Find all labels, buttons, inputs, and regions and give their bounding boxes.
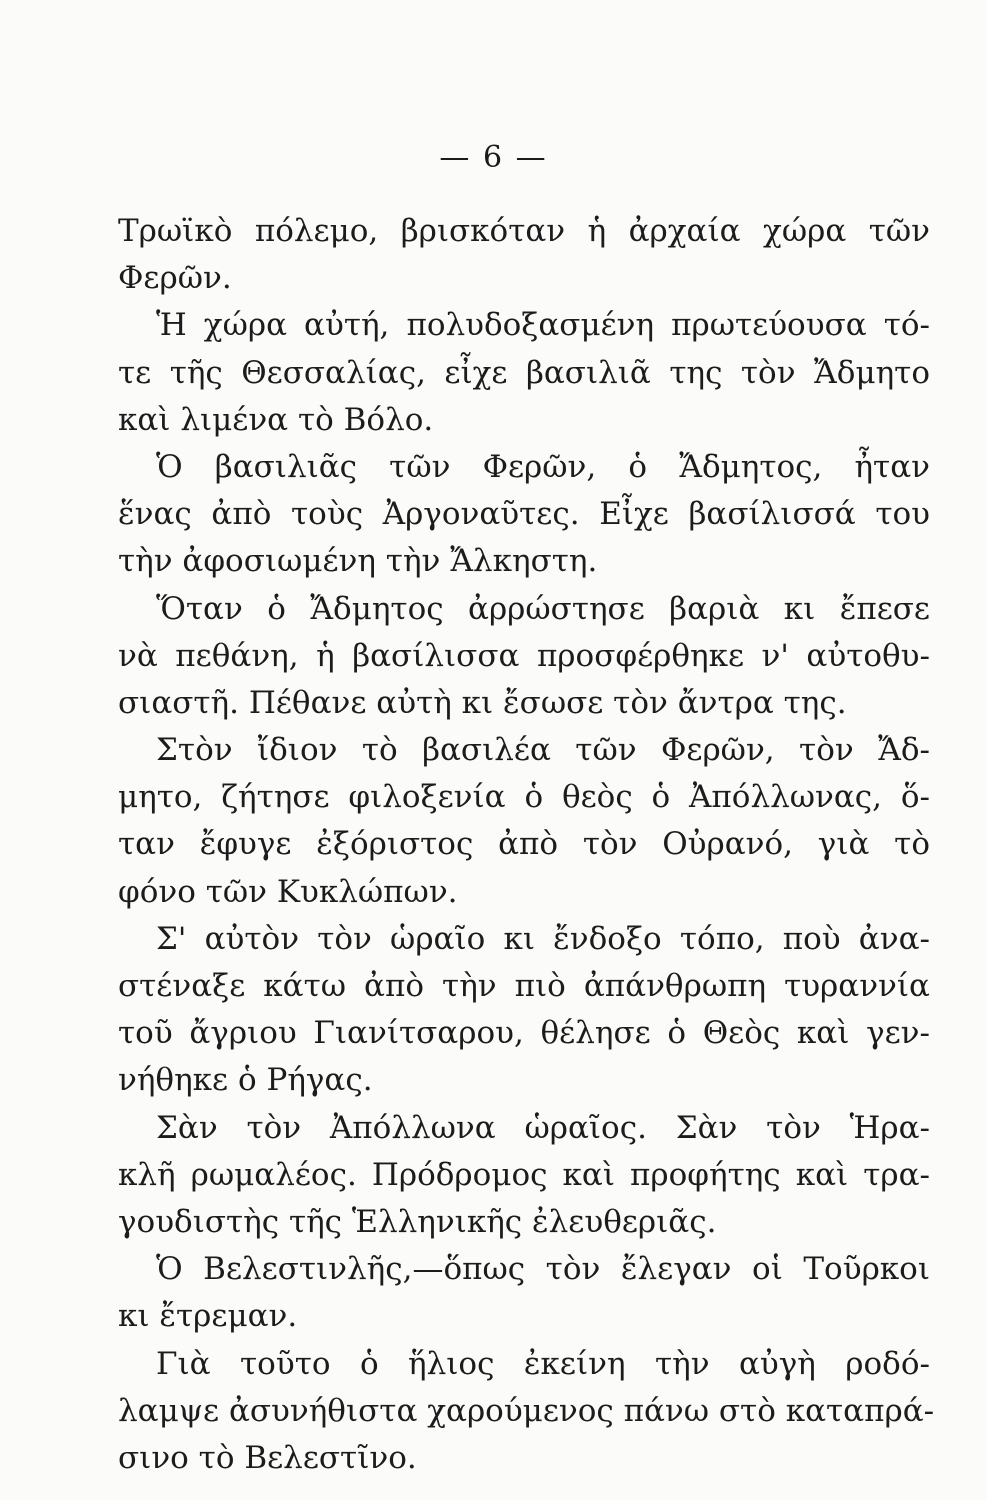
text-line: φόνο τῶν Κυκλώπων. xyxy=(118,873,458,910)
text-line: Ὅταν ὁ Ἄδμητος ἀρρώστησε βαριὰ κι ἔπεσε xyxy=(156,590,930,627)
text-line: σιαστῆ. Πέθανε αὐτὴ κι ἔσωσε τὸν ἄντρα της. xyxy=(118,684,847,721)
text-line: Ὁ βασιλιᾶς τῶν Φερῶν, ὁ Ἄδμητος, ἦταν xyxy=(156,448,930,485)
text-line: καὶ λιμένα τὸ Βόλο. xyxy=(118,401,434,438)
text-line: ταν ἔφυγε ἐξόριστος ἀπὸ τὸν Οὐρανό, γιὰ τὸ xyxy=(118,826,930,863)
text-line: Τρωϊκὸ πόλεμο, βρισκόταν ἡ ἀρχαία χώρα τῶν xyxy=(118,213,930,249)
text-line: λαμψε ἀσυνήθιστα χαρούμενος πάνω στὸ καταπρά- xyxy=(118,1392,935,1429)
text-line: Σὰν τὸν Ἀπόλλωνα ὡραῖος. Σὰν τὸν Ἡρα- xyxy=(156,1109,930,1146)
text-line: νὰ πεθάνη, ἡ βασίλισσα προσφέρθηκε ν' αὐτοθυ- xyxy=(118,637,930,674)
body-text xyxy=(118,208,935,1482)
text-line: Γιὰ τοῦτο ὁ ἥλιος ἐκείνη τὴν αὐγὴ ροδό- xyxy=(156,1345,930,1382)
text-line: Στὸν ἴδιον τὸ βασιλέα τῶν Φερῶν, τὸν Ἄδ- xyxy=(156,732,930,769)
text-line: Φερῶν. xyxy=(118,260,232,297)
text-line: σινο τὸ Βελεστῖνο. xyxy=(118,1439,417,1476)
text-line: τὴν ἀφοσιωμένη τὴν Ἄλκηστη. xyxy=(118,543,598,580)
text-line: κλῆ ρωμαλέος. Πρόδρομος καὶ προφήτης καὶ τρα- xyxy=(118,1156,930,1193)
text-line: Ἡ χώρα αὐτή, πολυδοξασμένη πρωτεύουσα τό- xyxy=(156,307,930,344)
text-line: γουδιστὴς τῆς Ἑλληνικῆς ἐλευθεριᾶς. xyxy=(118,1203,717,1240)
text-line: τοῦ ἄγριου Γιανίτσαρου, θέλησε ὁ Θεὸς καὶ γεν- xyxy=(118,1015,930,1052)
text-line: μητο, ζήτησε φιλοξενία ὁ θεὸς ὁ Ἀπόλλωνας, ὅ- xyxy=(118,779,930,816)
text-line: τε τῆς Θεσσαλίας, εἶχε βασιλιᾶ της τὸν Ἄδμητο xyxy=(118,354,930,391)
text-line: νήθηκε ὁ Ρήγας. xyxy=(118,1062,373,1099)
text-line: κι ἔτρεμαν. xyxy=(118,1298,298,1335)
text-line: Ὁ Βελεστινλῆς,—ὅπως τὸν ἔλεγαν οἱ Τοῦρκοι xyxy=(156,1251,930,1288)
text-line: στέναξε κάτω ἀπὸ τὴν πιὸ ἀπάνθρωπη τυραννία xyxy=(118,968,930,1004)
page-number: — 6 — xyxy=(439,140,548,175)
text-line: Σ' αὐτὸν τὸν ὡραῖο κι ἔνδοξο τόπο, ποὺ ἀνα- xyxy=(156,920,930,957)
text-line: ἕνας ἀπὸ τοὺς Ἀργοναῦτες. Εἶχε βασίλισσά του xyxy=(118,496,930,533)
